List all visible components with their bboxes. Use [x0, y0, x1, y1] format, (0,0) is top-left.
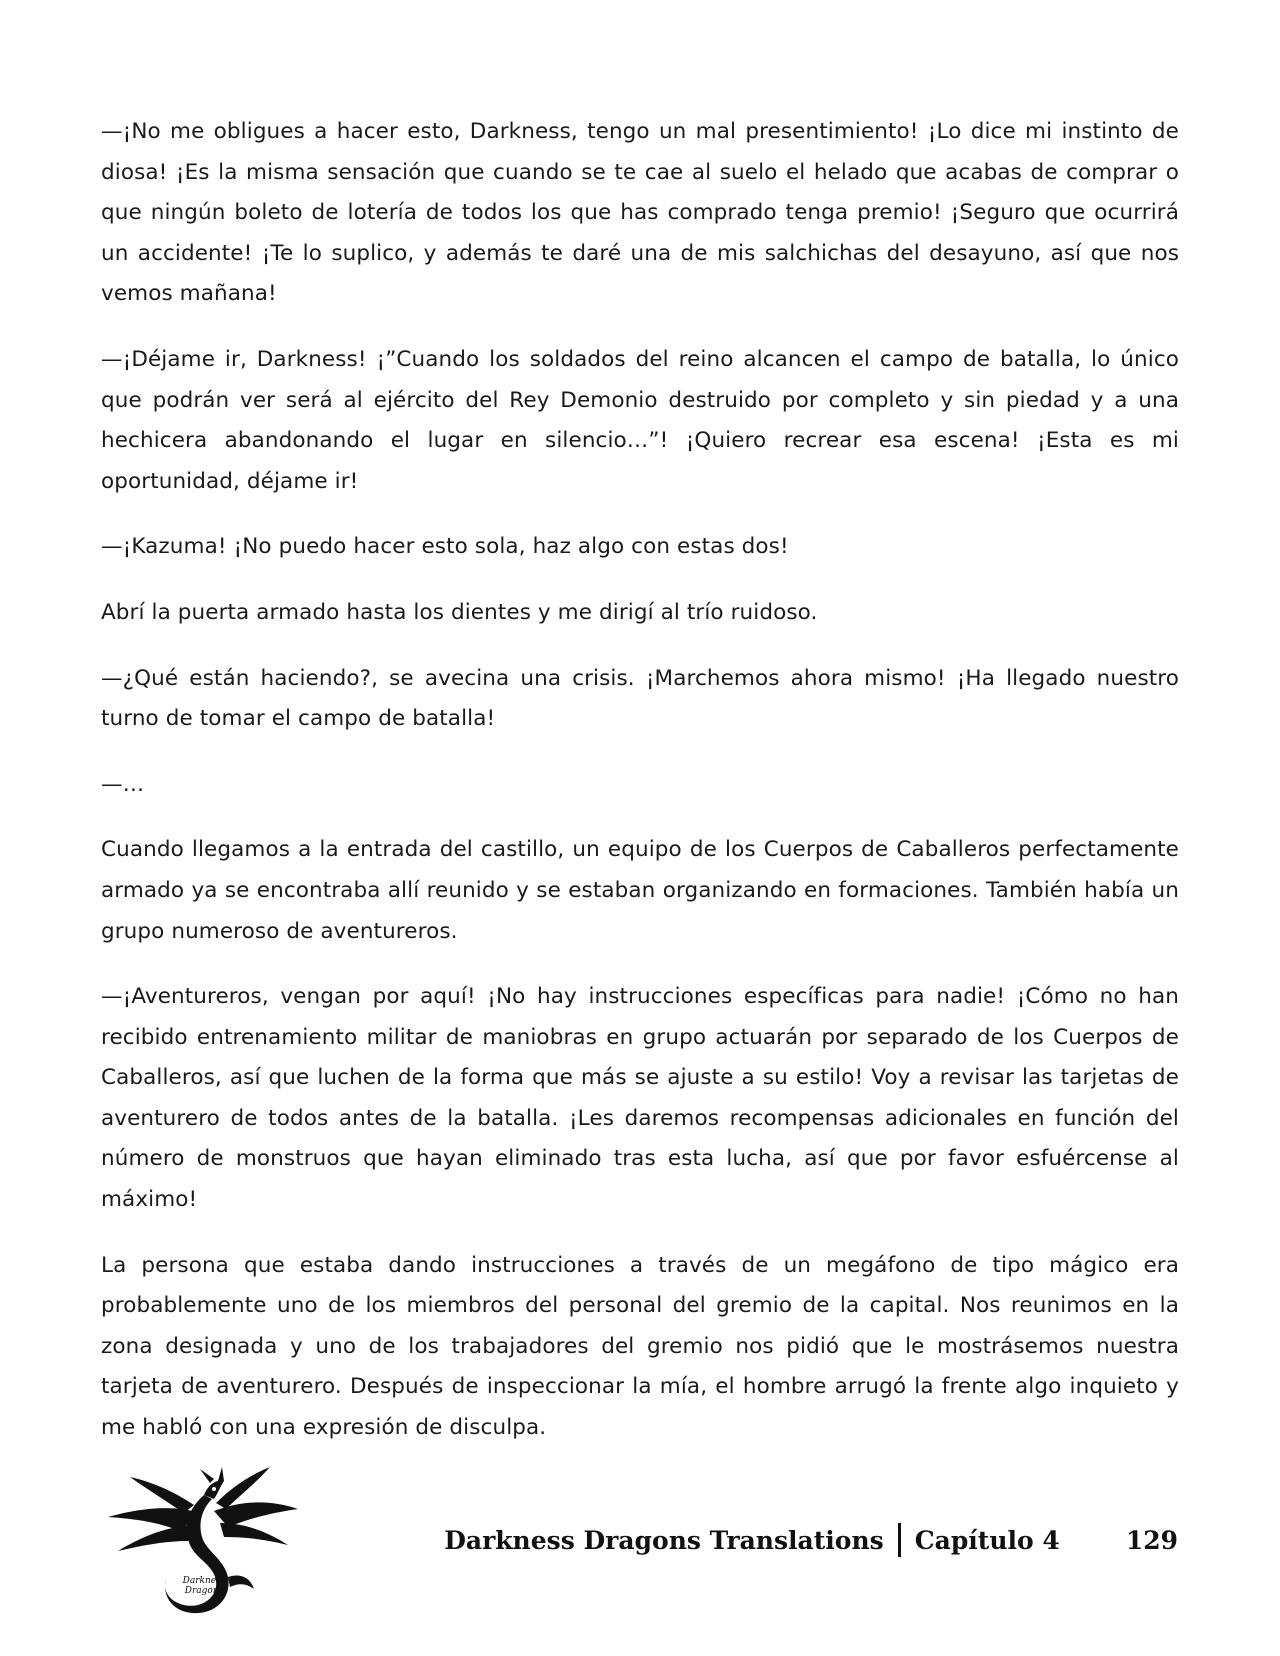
chapter-label: Capítulo 4 — [914, 1525, 1060, 1555]
paragraph-4: Abrí la puerta armado hasta los dientes y me dirigí al trío ruidoso. — [101, 599, 818, 625]
paragraph-2: —¡Déjame ir, Darkness! ¡”Cuando los soldados del reino alcancen el campo de batalla, lo único que podrán ver será al ejército del Rey Demonio destruido por completo y sin piedad y a una hechicera abandonando el lugar en silencio…”! ¡Quiero recrear esa escena! ¡Esta es mi oportunidad, déjame ir! — [101, 346, 1179, 494]
logo-text-line2: Dragons — [184, 1586, 224, 1596]
page-body — [101, 112, 1179, 1474]
paragraph-1: —¡No me obligues a hacer esto, Darkness, tengo un mal presentimiento! ¡Lo dice mi instinto de diosa! ¡Es la misma sensación que cuando se te cae al suelo el helado que acabas de comprar o que ningún boleto de lotería de todos los que has comprado tenga premio! ¡Seguro que ocurrirá un accidente! ¡Te lo suplico, y además te daré una de mis salchichas del desayuno, así que nos vemos mañana! — [101, 119, 1179, 307]
paragraph-5: —¿Qué están haciendo?, se avecina una crisis. ¡Marchemos ahora mismo! ¡Ha llegado nuestro turno de tomar el campo de batalla! — [101, 665, 1179, 732]
page-number: 129 — [1125, 1525, 1178, 1555]
paragraph-6: —… — [101, 771, 145, 797]
group-name: Darkness Dragons Translations — [444, 1525, 884, 1555]
footer-line — [444, 1523, 1178, 1557]
paragraph-9: La persona que estaba dando instrucciones a través de un megáfono de tipo mágico era probablemente uno de los miembros del personal del gremio de la capital. Nos reunimos en la zona designada y uno de los trabajadores del gremio nos pidió que le mostrásemos nuestra tarjeta de aventurero. Después de inspeccionar la mía, el hombre arrugó la frente algo inquieto y me habló con una expresión de disculpa. — [101, 1252, 1179, 1441]
paragraph-8: —¡Aventureros, vengan por aquí! ¡No hay instrucciones específicas para nadie! ¡Cómo no han recibido entrenamiento militar de maniobras en grupo actuarán por separado de los Cuerpos de Caballeros, así que luchen de la forma que más se ajuste a su estilo! Voy a revisar las tarjetas de aventurero de todos antes de la batalla. ¡Les daremos recompensas adicionales en función del número de monstruos que hayan eliminado tras esta lucha, así que por favor esfuércense al máximo! — [101, 984, 1179, 1213]
paragraph-7: Cuando llegamos a la entrada del castillo, un equipo de los Cuerpos de Caballeros perfectamente armado ya se encontraba allí reunido y se estaban organizando en formaciones. También había un grupo numeroso de aventureros. — [101, 837, 1179, 944]
dragon-logo-icon — [104, 1465, 300, 1615]
paragraph-3: —¡Kazuma! ¡No puedo hacer esto sola, haz algo con estas dos! — [101, 534, 789, 560]
logo-text-line1: Darkness — [182, 1576, 226, 1586]
footer-separator — [898, 1523, 901, 1557]
page-footer — [0, 1465, 1280, 1625]
